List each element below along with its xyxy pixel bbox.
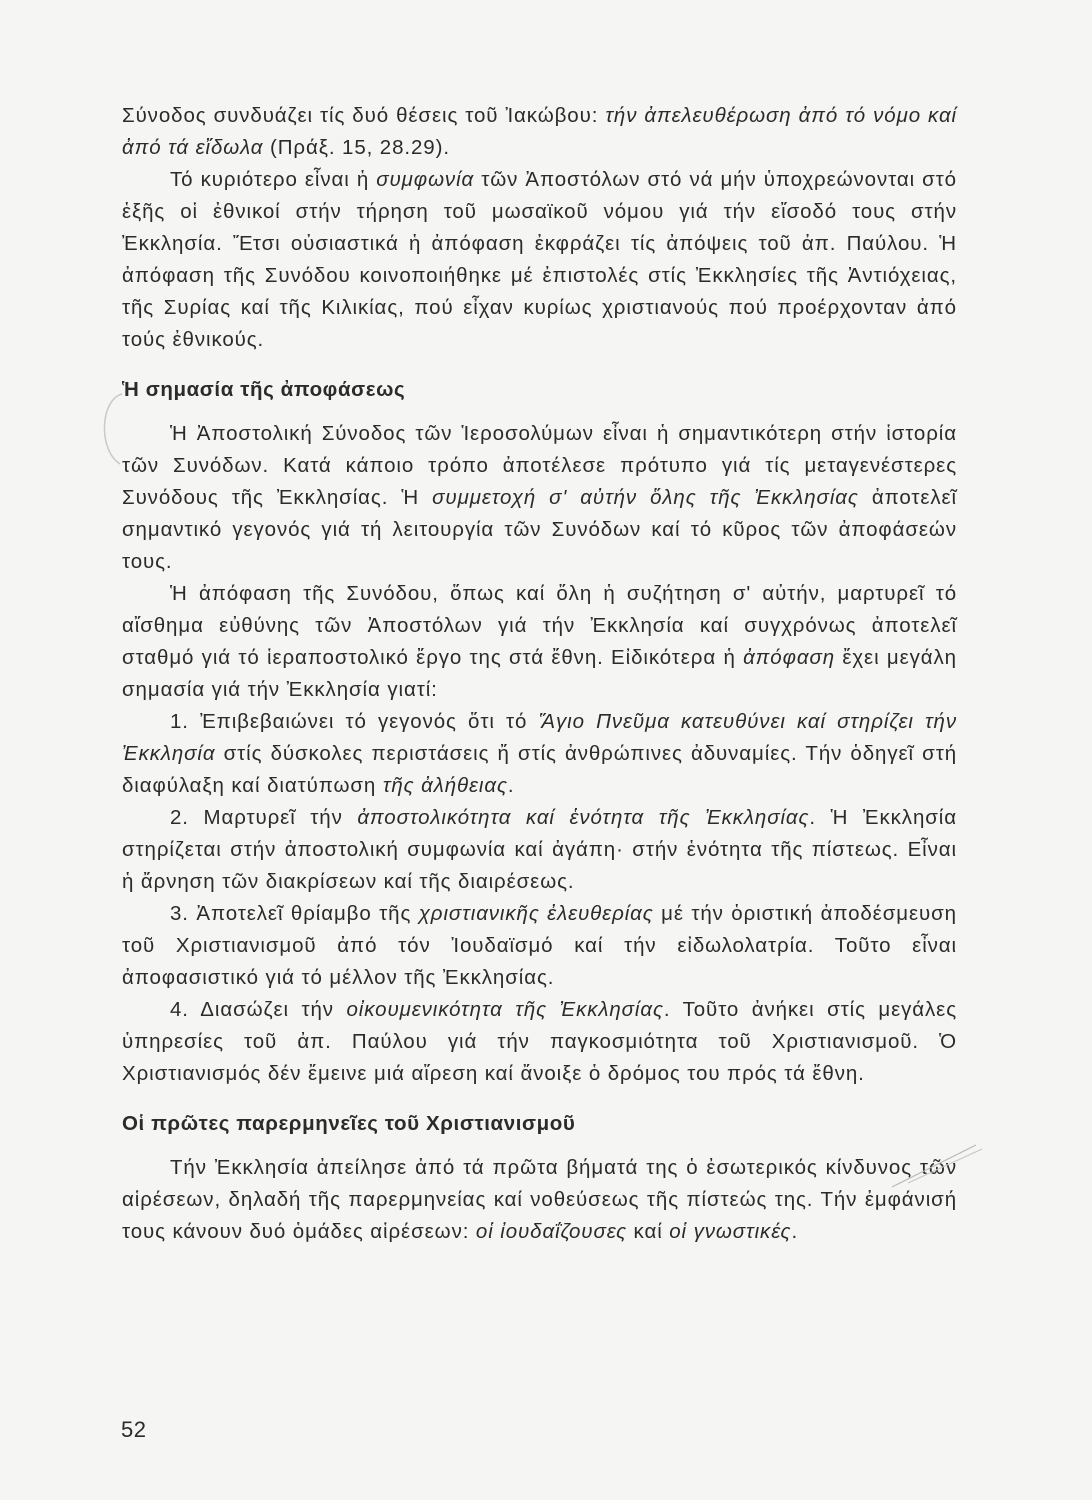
text-span: Ἡ Ἀποστολική Σύνοδος τῶν Ἱεροσολύμων εἶναι ἡ σημαντικότερη στήν ἱστορία τῶν Συνόδων. Κατά κάποιο τρόπο ἀποτέλεσε πρότυπο γιά τίς μεταγενέστερες Συνόδους τῆς Ἐκκλησίας. Ἡ xyxy=(122,422,957,509)
italic-span: συμμετοχή σ' αὐτήν ὅλης τῆς Ἐκκλησίας xyxy=(432,486,859,509)
paragraph-apostolic-synod xyxy=(122,418,957,578)
text-span: μέ τήν ὁριστική ἀποδέσμευση τοῦ Χριστιανισμοῦ ἀπό τόν Ἰουδαϊσμό καί τήν εἰδωλολατρία. Τοῦτο εἶναι ἀποφασιστικό γιά τό μέλλον τῆς Ἐκκλησίας. xyxy=(122,902,957,989)
section-heading-misinterpretations: Οἱ πρῶτες παρερμηνεῖες τοῦ Χριστιανισμοῦ xyxy=(122,1112,576,1135)
text-span: ἀποτελεῖ σημαντικό γεγονός γιά τή λειτουργία τῶν Συνόδων καί τό κῦρος τῶν ἀποφάσεών τους. xyxy=(122,486,958,573)
list-item-3 xyxy=(122,898,957,994)
list-item-2 xyxy=(122,802,957,898)
text-span: στίς δύσκολες περιστάσεις ἤ στίς ἀνθρώπινες ἀδυναμίες. Τήν ὁδηγεῖ στή διαφύλαξη καί διατύπωση xyxy=(122,742,957,797)
page-number: 52 xyxy=(121,1417,147,1442)
pencil-bracket-mark xyxy=(92,390,132,470)
italic-span: οἰκουμενικότητα τῆς Ἐκκλησίας xyxy=(346,998,664,1021)
paragraph-synod-positions xyxy=(122,100,957,164)
italic-span: τῆς ἀλήθειας xyxy=(382,774,508,797)
text-span: . Τοῦτο ἀνήκει στίς μεγάλες ὑπηρεσίες τοῦ ἀπ. Παύλου γιά τήν παγκοσμιότητα τοῦ Χριστιανισμοῦ. Ὁ Χριστιανισμός δέν ἔμεινε μιά αἵρεση καί ἄνοιξε ὁ δρόμος του πρός τά ἔθνη. xyxy=(122,998,957,1085)
paragraph-heresies xyxy=(122,1152,957,1248)
text-span: καί xyxy=(626,1220,670,1243)
list-item-4 xyxy=(122,994,957,1090)
pencil-stroke-mark xyxy=(890,1135,990,1195)
italic-span: συμφωνία xyxy=(376,168,475,191)
text-span: 2. Μαρτυρεῖ τήν xyxy=(170,806,358,829)
text-span: 4. Διασώζει τήν xyxy=(170,998,347,1021)
text-span: 3. Ἀποτελεῖ θρίαμβο τῆς xyxy=(170,902,419,925)
text-span: Σύνοδος συνδυάζει τίς δυό θέσεις τοῦ Ἰακώβου: xyxy=(122,104,606,127)
text-span: ἔχει μεγάλη σημασία γιά τήν Ἐκκλησία γιατί: xyxy=(122,646,957,701)
text-span: . xyxy=(507,774,515,797)
italic-span: χριστιανικῆς ἐλευθερίας xyxy=(418,902,654,925)
text-span: . Ἡ Ἐκκλησία στηρίζεται στήν ἀποστολική συμφωνία καί ἀγάπη· στήν ἑνότητα τῆς πίστεως. Εἶναι ἡ ἄρνηση τῶν διακρίσεων καί τῆς διαιρέσεως. xyxy=(122,806,957,893)
list-item-1 xyxy=(122,706,957,802)
text-span: Τό κυριότερο εἶναι ἡ xyxy=(170,168,377,191)
text-span: 1. Ἐπιβεβαιώνει τό γεγονός ὅτι τό xyxy=(170,710,539,733)
italic-span: ἀποστολικότητα καί ἑνότητα τῆς Ἐκκλησίας xyxy=(357,806,810,829)
italic-span: οἱ ἰουδαΐζουσες xyxy=(475,1220,627,1243)
paragraph-agreement xyxy=(122,164,957,356)
page-body xyxy=(122,100,957,1248)
italic-span: ἀπόφαση xyxy=(743,646,836,669)
text-span: τῶν Ἀποστόλων στό νά μήν ὑποχρεώνονται στό ἑξῆς οἱ ἐθνικοί στήν τήρηση τοῦ μωσαϊκοῦ νόμου γιά τήν εἴσοδό τους στήν Ἐκκλησία. Ἔτσι οὐσιαστικά ἡ ἀπόφαση ἐκφράζει τίς ἀπόψεις τοῦ ἀπ. Παύλου. Ἡ ἀπόφαση τῆς Συνόδου κοινοποιήθηκε μέ ἐπιστολές στίς Ἐκκλησίες τῆς Ἀντιόχειας, τῆς Συρίας καί τῆς Κιλικίας, πού εἶχαν κυρίως χριστιανούς πού προέρχονταν ἀπό τούς ἐθνικούς. xyxy=(122,168,957,351)
italic-span: οἱ γνωστικές xyxy=(669,1220,792,1243)
paragraph-decision-importance xyxy=(122,578,957,706)
italic-span: τήν ἀπελευθέρωση ἀπό τό νόμο καί ἀπό τά εἴδωλα xyxy=(122,104,957,159)
text-span: . xyxy=(791,1220,799,1243)
text-span: Ἡ ἀπόφαση τῆς Συνόδου, ὅπως καί ὅλη ἡ συζήτηση σ' αὐτήν, μαρτυρεῖ τό αἴσθημα εὐθύνης τῶν Ἀποστόλων γιά τήν Ἐκκλησία καί συγχρόνως ἀποτελεῖ σταθμό γιά τό ἱεραποστολικό ἔργο της στά ἔθνη. Εἰδικότερα ἡ xyxy=(122,582,957,669)
text-span: (Πράξ. 15, 28.29). xyxy=(263,136,450,159)
section-heading-significance: Ἡ σημασία τῆς ἀποφάσεως xyxy=(122,378,406,401)
italic-span: Ἅγιο Πνεῦμα κατευθύνει καί στηρίζει τήν Ἐκκλησία xyxy=(122,710,957,765)
text-span: Τήν Ἐκκλησία ἀπείλησε ἀπό τά πρῶτα βήματά της ὁ ἐσωτερικός κίνδυνος τῶν αἱρέσεων, δηλαδή τῆς παρερμηνείας καί νοθεύσεως τῆς πίστεώς της. Τήν ἐμφάνισή τους κάνουν δυό ὁμάδες αἱρέσεων: xyxy=(122,1156,957,1243)
